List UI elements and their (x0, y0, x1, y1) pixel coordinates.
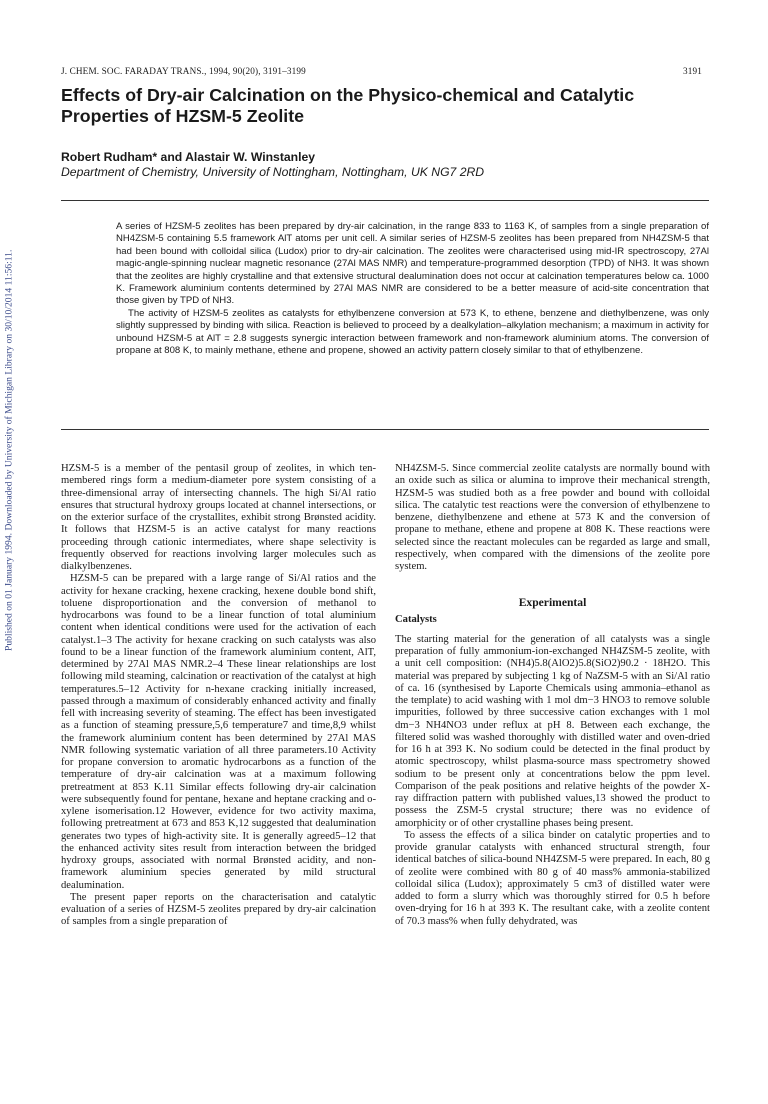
abstract-bottom-rule (61, 429, 709, 430)
abstract-paragraph: A series of HZSM-5 zeolites has been prepared by dry-air calcination, in the range 833 to 1163 K, of samples from a single preparation of NH4ZSM-5 containing 5.5 framework AlT atoms per unit cell. A similar series of HZSM-5 zeolites has been prepared from NH4ZSM-5 that had been bound with colloidal silica (Ludox) prior to dry-air calcination. The zeolites were characterised using mid-IR spectroscopy, 27Al magic-angle-spinning nuclear magnetic resonance (27Al MAS NMR) and temperature-programmed desorption (TPD) of NH3. It was shown that the zeolites are highly crystalline and that extensive structural dealumination does not occur at calcination temperatures below ca. 1000 K. Framework aluminium contents determined by 27Al MAS NMR are considered to be a better measure of acid-site concentration that those given by TPD of NH3. (116, 221, 709, 307)
running-head (61, 66, 702, 76)
author-affiliation: Department of Chemistry, University of Nottingham, Nottingham, UK NG7 2RD (61, 165, 485, 179)
page-number: 3191 (683, 66, 702, 76)
article-title: Effects of Dry-air Calcination on the Physico-chemical and Catalytic Properties of HZSM-5 Zeolite (61, 85, 635, 126)
body-paragraph: The starting material for the generation of all catalysts was a single preparation of fully ammonium-ion-exchanged NH4ZSM-5 zeolite, with a unit cell composition: (NH4)5.8(AlO2)5.8(SiO2)90.2 · 18H2O. This material was prepared by subjecting 1 kg of NaZSM-5 with an Si/Al ratio of ca. 16 (synthesised by Laporte Chemicals using ammonia–ethanol as the template) to acid washing with 1 mol dm−3 HNO3 to remove soluble impurities, followed by three successive cation exchanges with 1 mol dm−3 NH4NO3 under reflux at pH 8. Between each exchange, the filtered solid was washed thoroughly with distilled water and oven-dried for 16 h at 393 K. No sodium could be detected in the final product by atomic spectroscopy, whilst plasma-source mass spectrometry showed sodium to be present only at concentrations below the ppm level. Comparison of the peak positions and relative heights of the powder X-ray diffraction pattern with published values,13 showed the product to possess the ZSM-5 crystal structure; there was no evidence of amorphicity or of other crystalline phases being present. (395, 633, 710, 829)
body-column-right (395, 463, 710, 928)
author-list: Robert Rudham* and Alastair W. Winstanley (61, 150, 316, 164)
journal-citation: J. CHEM. SOC. FARADAY TRANS., 1994, 90(20), 3191–3199 (61, 66, 306, 76)
body-paragraph: The present paper reports on the characterisation and catalytic evaluation of a series of HZSM-5 zeolites prepared by dry-air calcination of samples from a single preparation of (61, 891, 376, 928)
download-watermark: Published on 01 January 1994. Downloaded by University of Michigan Library on 30/10/2014 11:56:11. (3, 249, 15, 651)
subsection-heading-catalysts: Catalysts (395, 613, 437, 625)
section-heading-experimental: Experimental (518, 596, 587, 610)
body-paragraph: NH4ZSM-5. Since commercial zeolite catalysts are normally bound with an oxide such as silica or alumina to improve their mechanical strength, HZSM-5 was studied both as a free powder and bound with colloidal silica. The catalytic test reactions were the conversion of ethylbenzene to benzene, diethylbenzene and ethene at 573 K and the conversion of propane to methane, ethene and propene at 808 K. These reactions were selected since the reactant molecules can be regarded as large and small, respectively, when compared with the dimensions of the zeolite pore system. (395, 463, 710, 572)
abstract-paragraph: The activity of HZSM-5 zeolites as catalysts for ethylbenzene conversion at 573 K, to ethene, benzene and diethylbenzene, was only slightly suppressed by binding with silica. Reaction is believed to proceed by a dealkylation–alkylation mechanism; a maximum in activity for unbound HZSM-5 at AlT = 2.8 suggests synergic interaction between framework and non-framework aluminium atoms. The conversion of propane at 808 K, to mainly methane, ethene and propene, showed an activity pattern closely similar to that of ethylbenzene. (116, 307, 709, 357)
body-column-left (61, 463, 376, 929)
body-paragraph: To assess the effects of a silica binder on catalytic properties and to provide granular catalysts with enhanced structural strength, four identical batches of silica-bound NH4ZSM-5 were prepared. In each, 80 g of zeolite were combined with 80 g of 40 mass% ammonia-stabilized colloidal silica (Ludox); approximately 5 cm3 of distilled water were added to form a slurry which was thoroughly stirred for 0.5 h before oven-drying for 16 h at 393 K. The resultant cake, with a zeolite content of 70.3 mass% when fully dehydrated, was (395, 829, 710, 927)
abstract (116, 221, 709, 357)
body-paragraph: HZSM-5 is a member of the pentasil group of zeolites, in which ten-membered rings form a medium-diameter pore system consisting of a three-dimensional array of intersecting channels. The high Si/Al ratio ensures that structural hydroxy groups located at channel intersections, or on the exterior surface of the crystallites, exhibit strong Brønsted acidity. It follows that HZSM-5 is an active catalyst for many reactions proceeding through cationic intermediates, where shape selectivity is frequently observed for reactions involving larger molecules such as dialkylbenzenes. (61, 463, 376, 572)
abstract-top-rule (61, 200, 709, 201)
body-paragraph: HZSM-5 can be prepared with a large range of Si/Al ratios and the activity for hexane cracking, hexene cracking, hexene double bond shift, toluene disproportionation and the conversion of methanol to hydrocarbons was found to be a linear function of total aluminium content when identical conditions were used for the activation of each catalyst.1–3 The activity for hexane cracking on such catalysts was also found to be a linear function of the framework aluminium content, AlT, determined by 27Al MAS NMR.2–4 These linear relationships are lost following mild steaming, calcination or reactivation of the catalyst at high temperatures.5–12 Activity for n-hexane cracking initially increased, passed through a maximum of considerably enhanced activity and finally fell with increasing severity of steaming. The effect has been investigated as a function of steaming pressure,5,6 temperature7 and time,8,9 whilst the framework aluminium content has been determined by 27Al MAS NMR following systematic variation of all three parameters.10 Activity for propane conversion to aromatic hydrocarbons as a function of the temperature of dry-air calcination was at a maximum following pretreatment at 853 K.11 Similar effects following dry-air calcination were subsequently found for pentane, hexane and heptane cracking and o-xylene isomerisation.12 However, evidence for two activity maxima, following pretreatment at 673 and 853 K,12 suggested that dealumination generates two types of high-activity site. It is generally agreed5–12 that the enhanced activity sites result from interaction between the bridged hydroxy groups, associated with normal Brønsted acidity, and non-framework aluminium species generated by mild structural dealumination. (61, 573, 376, 891)
